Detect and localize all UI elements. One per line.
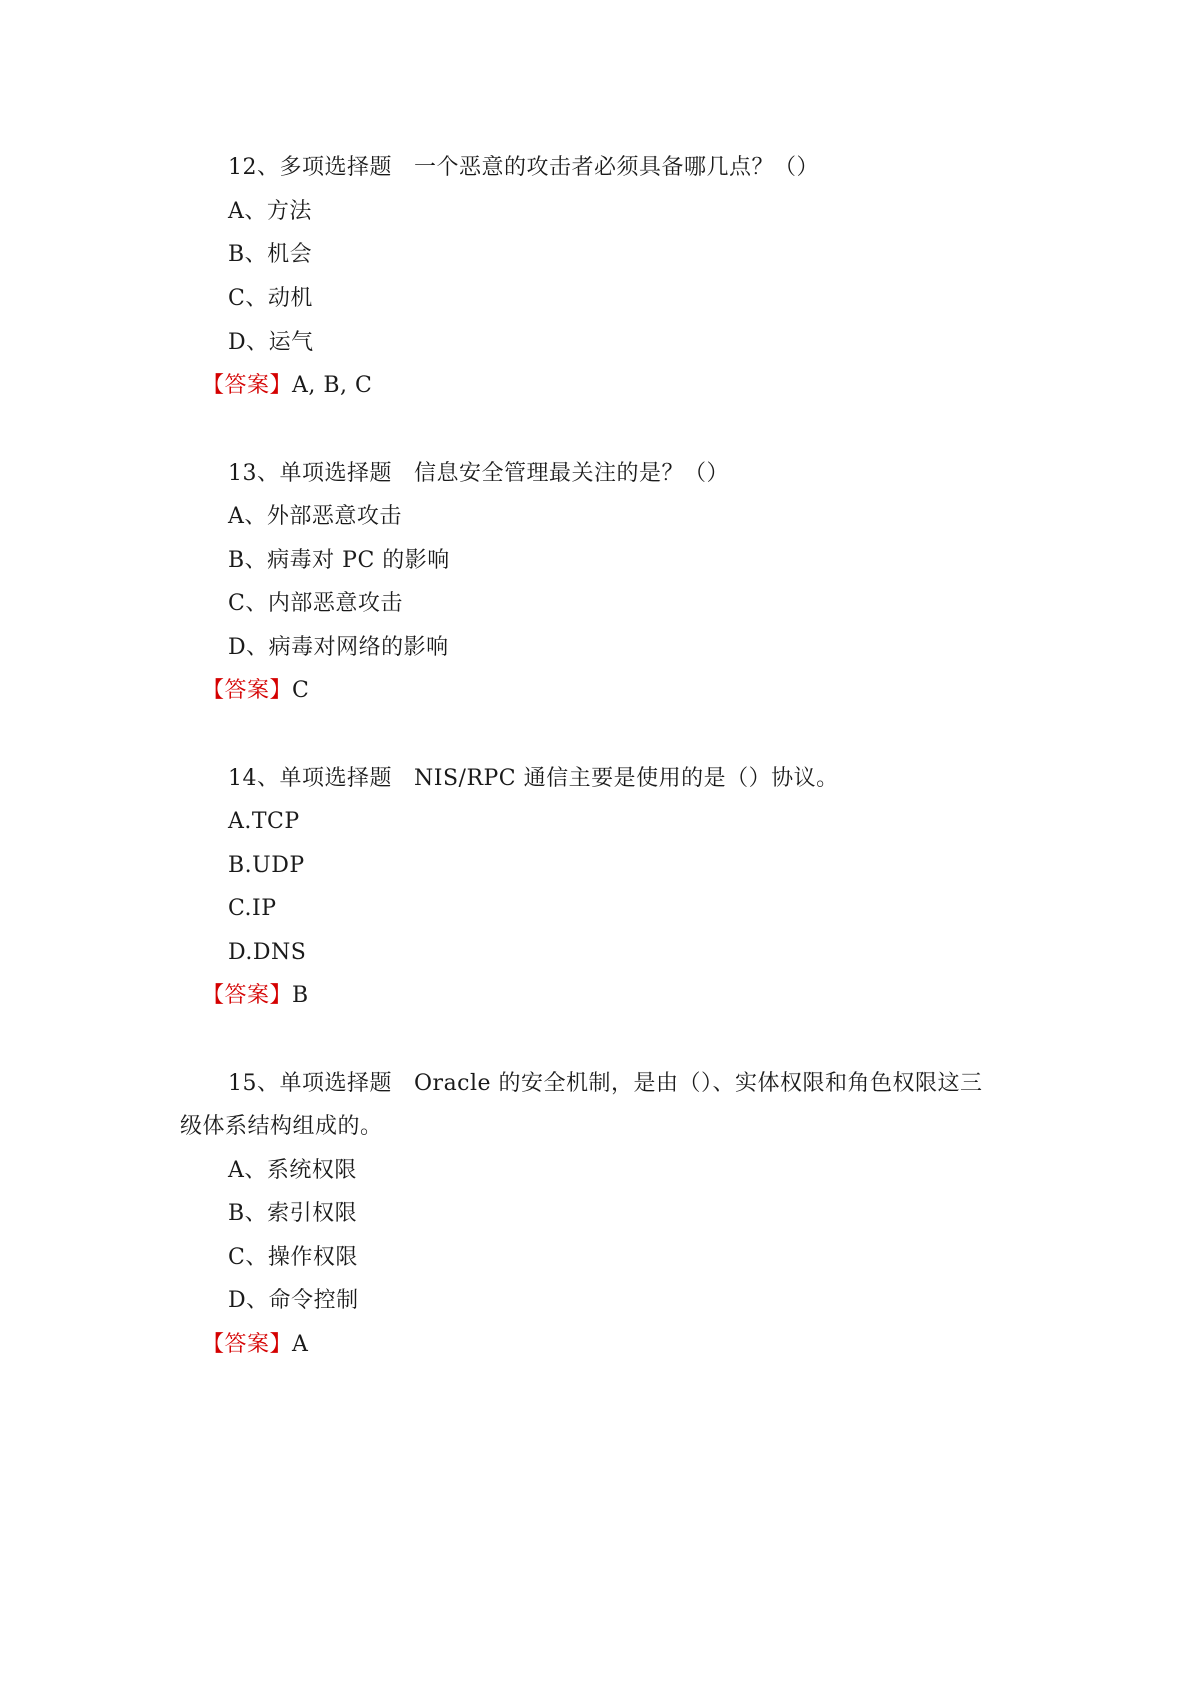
answer-line xyxy=(202,371,372,401)
answer-line xyxy=(202,676,309,706)
question-number: 13、 xyxy=(228,461,280,486)
question-type: 单项选择题 xyxy=(279,461,393,486)
option-c: C.IP xyxy=(228,896,277,921)
answer-value: C xyxy=(292,678,310,703)
option-c: C、操作权限 xyxy=(228,1245,358,1270)
question-type: 单项选择题 xyxy=(279,1071,393,1096)
answer-line xyxy=(202,1330,308,1360)
question-text: 信息安全管理最关注的是？（） xyxy=(414,461,730,486)
option-a: A.TCP xyxy=(228,809,300,834)
question-text: 一个恶意的攻击者必须具备哪几点？（） xyxy=(414,155,820,180)
question-text: Oracle 的安全机制，是由（）、实体权限和角色权限这三 xyxy=(414,1071,983,1096)
option-b: B、索引权限 xyxy=(228,1201,358,1226)
question-number: 14、 xyxy=(228,766,280,791)
option-a: A、方法 xyxy=(228,199,312,224)
answer-label: 【答案】 xyxy=(202,1332,293,1357)
question-type: 单项选择题 xyxy=(279,766,393,791)
option-d: D、运气 xyxy=(228,330,314,355)
answer-value: A, B, C xyxy=(292,373,373,398)
answer-label: 【答案】 xyxy=(202,373,293,398)
answer-line xyxy=(202,981,309,1011)
option-d: D、命令控制 xyxy=(228,1288,359,1313)
question-text: NIS/RPC 通信主要是使用的是（）协议。 xyxy=(414,766,839,791)
option-a: A、外部恶意攻击 xyxy=(228,504,402,529)
question-15-stem-continued: 级体系结构组成的。 xyxy=(180,1114,383,1139)
option-b: B.UDP xyxy=(228,853,305,878)
question-type: 多项选择题 xyxy=(279,155,393,180)
answer-value: A xyxy=(292,1332,309,1357)
question-number: 12、 xyxy=(228,155,280,180)
option-d: D、病毒对网络的影响 xyxy=(228,635,449,660)
option-a: A、系统权限 xyxy=(228,1158,357,1183)
question-15-stem xyxy=(228,1069,983,1099)
option-d: D.DNS xyxy=(228,940,307,965)
answer-value: B xyxy=(292,983,309,1008)
question-number: 15、 xyxy=(228,1071,280,1096)
question-14-stem xyxy=(228,764,839,794)
question-12-stem xyxy=(228,153,819,183)
answer-label: 【答案】 xyxy=(202,983,293,1008)
option-c: C、内部恶意攻击 xyxy=(228,591,403,616)
option-c: C、动机 xyxy=(228,286,313,311)
question-13-stem xyxy=(228,459,729,489)
answer-label: 【答案】 xyxy=(202,678,293,703)
option-b: B、机会 xyxy=(228,242,313,267)
option-b: B、病毒对 PC 的影响 xyxy=(228,548,450,573)
